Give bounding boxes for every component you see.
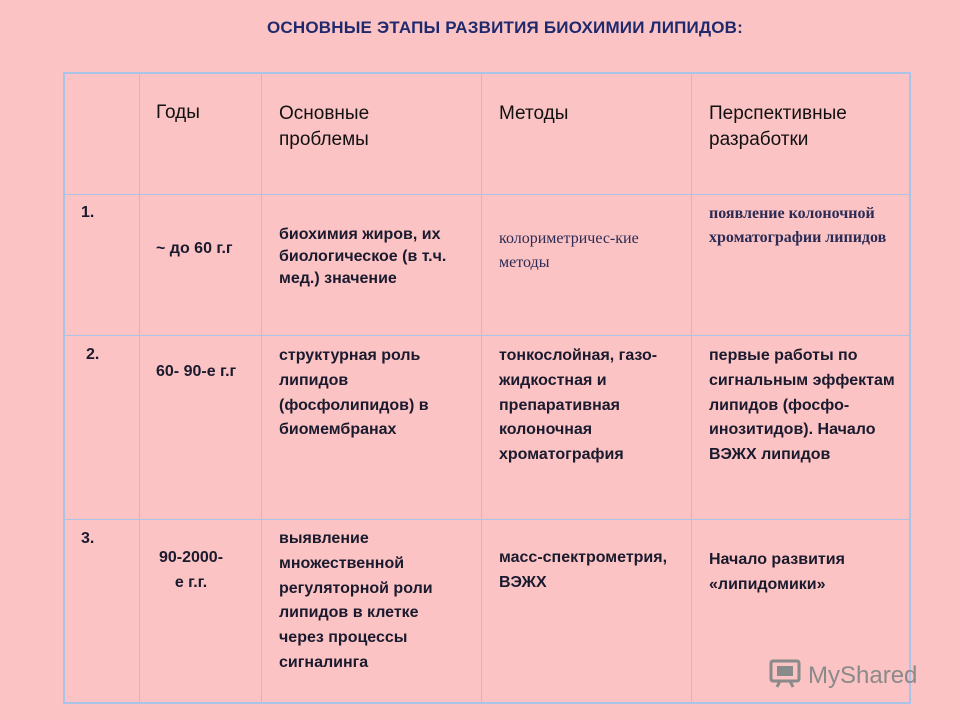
grid-line <box>691 74 692 702</box>
projector-icon <box>768 655 802 696</box>
header-prospects: Перспективные разработки <box>709 103 847 150</box>
grid-line <box>139 74 140 702</box>
row-prospects: появление колоночной хроматографии липидов <box>709 205 887 246</box>
row-methods: масс-спектрометрия, ВЭЖХ <box>499 549 668 591</box>
watermark-text: MyShared <box>808 661 918 689</box>
row-problems: выявление множественной регуляторной роли липидов в клетке через процессы сигналинга <box>279 530 433 671</box>
row-years: 90-2000-е г.г. <box>158 549 224 591</box>
row-number: 1. <box>81 204 95 221</box>
grid-line <box>65 519 909 520</box>
row-problems: биохимия жиров, их биологическое (в т.ч. мед.) значение <box>279 226 447 288</box>
header-problems: Основные проблемы <box>279 103 370 150</box>
row-problems: структурная роль липидов (фосфолипидов) в биомембранах <box>279 347 429 439</box>
grid-line <box>481 74 482 702</box>
row-number: 2. <box>86 346 100 363</box>
row-years: ~ до 60 г.г <box>156 240 233 257</box>
row-prospects: первые работы по сигнальным эффектам липидов (фосфо-инозитидов). Начало ВЭЖХ липидов <box>709 347 895 464</box>
grid-line <box>65 335 909 336</box>
row-methods: колориметричес-кие методы <box>499 230 639 271</box>
header-methods: Методы <box>499 103 569 124</box>
row-methods: тонкослойная, газо-жидкостная и препаративная колоночная хроматография <box>499 347 658 464</box>
row-prospects: Начало развития «липидомики» <box>709 551 845 593</box>
page-title: ОСНОВНЫЕ ЭТАПЫ РАЗВИТИЯ БИОХИМИИ ЛИПИДОВ: <box>266 18 744 37</box>
row-years: 60- 90-е г.г <box>156 363 237 380</box>
grid-line <box>65 194 909 195</box>
watermark <box>768 655 917 696</box>
grid-line <box>261 74 262 702</box>
header-years: Годы <box>156 102 200 123</box>
row-number: 3. <box>81 530 95 547</box>
